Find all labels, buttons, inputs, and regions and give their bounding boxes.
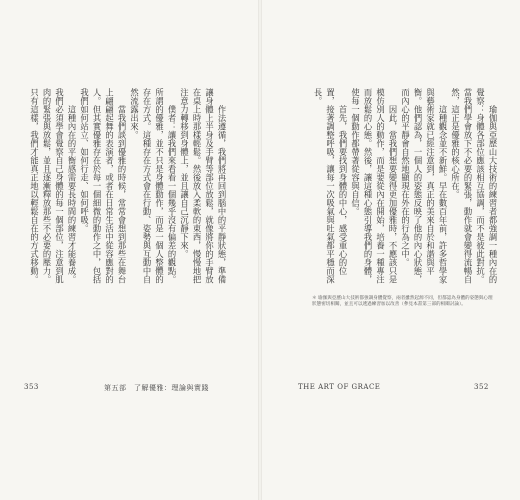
right-page (260, 0, 520, 500)
left-page-number: 353 (24, 383, 39, 391)
right-running-title: THE ART OF GRACE (298, 383, 381, 391)
right-body-text (307, 88, 499, 291)
footnote: ＊ 瑜伽與亞歷山大技術都強調身體覺察，兩者雖然起源不同，但都認為身體的姿態與心理狀態密切相關，並且可以透過練習加以改善（參見本書第三部的相關討論）。 (312, 296, 493, 308)
book-gutter (258, 0, 262, 500)
right-paragraph: 因此，當我們想要變得更加優雅時，不應該只是模仿別人的動作，而是要從內在開始，培養一種專注而放鬆的心態。然後，讓這種心態引導我們的身體，使每一個動作都帶著從容與自信。 (350, 88, 398, 284)
right-page-number: 352 (474, 383, 489, 391)
left-paragraph: 作法遵循，我們將再回到腦中的平靜狀態，準備讓身體上半身及手臂等部位放鬆，就像將你的手臂放在桌上時那樣輕鬆。然後放入柔軟的東西，慢慢地把注意力轉移到身體上，並且讓自己沉靜下來。 (179, 88, 227, 284)
left-running-head: 第五部 了解優雅：理論與實踐 (104, 384, 209, 392)
right-paragraph: 瑜伽與亞歷山大技術的練習者都強調一種內在的覺察：身體各部位應該相互協調，而不是彼此對抗。當我們學會放下不必要的緊張，動作就會變得流暢自然，這正是優雅的核心所在。 (450, 88, 498, 284)
left-body-text (30, 88, 228, 291)
left-paragraph: 僕者：讓我們來看看一個幾乎沒有偏差的觀點。所謂的優雅，並不只是身體動作，而是一個人整體的存在方式。這種存在方式會在行動、姿勢與互動中自然流露出來。 (129, 88, 177, 284)
right-paragraph: 這種觀念並不新鮮。早在數百年前，許多哲學家與藝術家就已經注意到，真正的美來自於和諧與平衡。他們認為，一個人的姿態反映了他的內心狀態，而內心的平靜會自然地顯現在外在的行為之中。 (400, 88, 448, 284)
left-paragraph: 當我們談到優雅的時候，常常會想到那些在舞台上翩翩起舞的表演者，或者在日常生活中從容應對的人。但其實優雅存在於每一個細微的動作之中，包括我們如何站立、如何行走、如何呼吸。 (79, 88, 127, 284)
right-paragraph: 首先，我們要找到身體的中心，感受重心的位置，接著調整呼吸，讓每一次吸氣與吐氣都平穩而深長。 (313, 88, 348, 284)
left-paragraph: 這種內在的平衡感需要長時間的練習才能養成。我們必須學會覺察自己身體的每一個部位，注意到肌肉的緊張與放鬆，並且逐漸釋放那些不必要的壓力。只有這樣，我們才能真正地以輕鬆自在的方式移動。 (30, 88, 77, 284)
